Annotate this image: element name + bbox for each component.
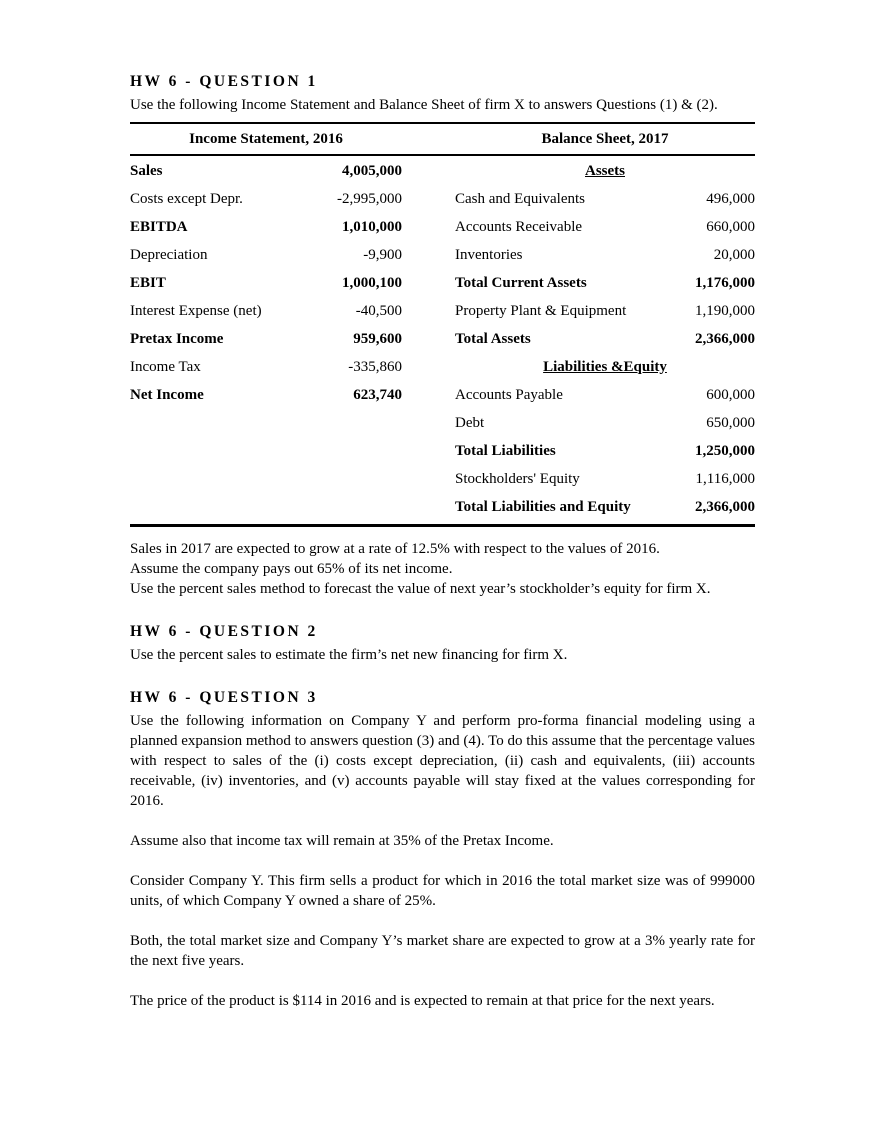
note-percent-sales-method: Use the percent sales method to forecast the value of next year’s stockholder’s equity for firm X.: [130, 581, 711, 597]
financial-table: [130, 122, 755, 527]
balance-sheet-label: Debt: [455, 414, 485, 431]
income-statement-label: Income Tax: [130, 358, 201, 375]
balance-sheet-label: Total Assets: [455, 330, 531, 347]
income-statement-label: EBIT: [130, 274, 166, 291]
table-row: [130, 325, 755, 353]
balance-sheet-label: Inventories: [455, 246, 523, 263]
balance-sheet-value: 650,000: [706, 414, 755, 431]
balance-sheet-value: 1,176,000: [695, 274, 755, 291]
income-statement-value: -9,900: [363, 246, 402, 263]
question1-notes: [130, 539, 755, 599]
income-statement-value: 1,000,100: [342, 274, 402, 291]
question2-body: Use the percent sales to estimate the firm’s net new financing for firm X.: [130, 647, 568, 663]
balance-sheet-label: Total Liabilities: [455, 442, 556, 459]
table-row: [130, 353, 755, 381]
financial-table-header: [130, 124, 755, 156]
table-row: [130, 297, 755, 325]
question3-paragraph-1: Use the following information on Company Y and perform pro-forma financial modeling using a planned expansion method to answers question (3) and (4). To do this assume that the percentage values with respect to sales of the (i) costs except depreciation, (ii) cash and equivalents, (iii) accounts receivable, (iv) inventories, and (v) accounts payable will stay fixed at the values corresponding for 2016.: [130, 713, 755, 809]
balance-sheet-label: Total Current Assets: [455, 274, 587, 291]
balance-sheet-label: Accounts Payable: [455, 386, 563, 403]
balance-sheet-value: 1,116,000: [695, 470, 755, 487]
balance-sheet-label: Total Liabilities and Equity: [455, 498, 631, 515]
table-row: [130, 381, 755, 409]
question3-paragraph-3: Consider Company Y. This firm sells a product for which in 2016 the total market size was of 999000 units, of which Company Y owned a share of 25%.: [130, 873, 755, 909]
table-row: [130, 157, 755, 185]
income-statement-label: EBITDA: [130, 218, 188, 235]
balance-sheet-value: 1,190,000: [695, 302, 755, 319]
balance-sheet-label: Accounts Receivable: [455, 218, 583, 235]
balance-sheet-value: 20,000: [713, 246, 755, 263]
income-statement-label: Sales: [130, 162, 163, 179]
balance-sheet-value: 2,366,000: [695, 330, 755, 347]
balance-sheet-label: Cash and Equivalents: [455, 190, 585, 207]
income-statement-value: 623,740: [353, 386, 402, 403]
note-sales-growth: Sales in 2017 are expected to grow at a rate of 12.5% with respect to the values of 2016.: [130, 541, 660, 557]
balance-sheet-label: Stockholders' Equity: [455, 470, 580, 487]
table-row: [130, 269, 755, 297]
question1-heading: HW 6 - QUESTION 1: [130, 73, 318, 90]
income-statement-label: Net Income: [130, 386, 204, 403]
question3-heading: HW 6 - QUESTION 3: [130, 689, 318, 706]
balance-sheet-value: 496,000: [706, 190, 755, 207]
question1-intro: Use the following Income Statement and Balance Sheet of firm X to answers Questions (1) & (2).: [130, 97, 718, 113]
income-statement-label: Interest Expense (net): [130, 302, 262, 319]
income-statement-value: 1,010,000: [342, 218, 402, 235]
question3-paragraph-4: Both, the total market size and Company Y’s market share are expected to grow at a 3% yearly rate for the next five years.: [130, 933, 755, 969]
income-statement-label: Depreciation: [130, 246, 208, 263]
table-row: [130, 493, 755, 521]
balance-sheet-value: 660,000: [706, 218, 755, 235]
financial-table-body: [130, 156, 755, 524]
income-statement-value: -335,860: [348, 358, 402, 375]
balance-sheet-value: 2,366,000: [695, 498, 755, 515]
income-statement-value: -2,995,000: [337, 190, 402, 207]
balance-sheet-value: 600,000: [706, 386, 755, 403]
income-statement-value: -40,500: [355, 302, 402, 319]
table-row: [130, 437, 755, 465]
balance-sheet-title: Balance Sheet, 2017: [541, 130, 669, 147]
table-row: [130, 213, 755, 241]
income-statement-label: Pretax Income: [130, 330, 224, 347]
document-page: [130, 72, 755, 1011]
income-statement-value: 4,005,000: [342, 162, 402, 179]
balance-sheet-section-header: Liabilities &Equity: [543, 358, 667, 375]
balance-sheet-value: 1,250,000: [695, 442, 755, 459]
income-statement-label: Costs except Depr.: [130, 190, 243, 207]
question2-heading: HW 6 - QUESTION 2: [130, 623, 318, 640]
note-payout: Assume the company pays out 65% of its net income.: [130, 561, 453, 577]
table-row: [130, 409, 755, 437]
income-statement-value: 959,600: [353, 330, 402, 347]
balance-sheet-label: Property Plant & Equipment: [455, 302, 627, 319]
income-statement-title: Income Statement, 2016: [189, 130, 343, 147]
table-row: [130, 241, 755, 269]
table-row: [130, 465, 755, 493]
table-row: [130, 185, 755, 213]
question3-paragraph-5: The price of the product is $114 in 2016 and is expected to remain at that price for the next years.: [130, 993, 715, 1009]
question3-paragraph-2: Assume also that income tax will remain at 35% of the Pretax Income.: [130, 833, 554, 849]
balance-sheet-section-header: Assets: [585, 162, 625, 179]
